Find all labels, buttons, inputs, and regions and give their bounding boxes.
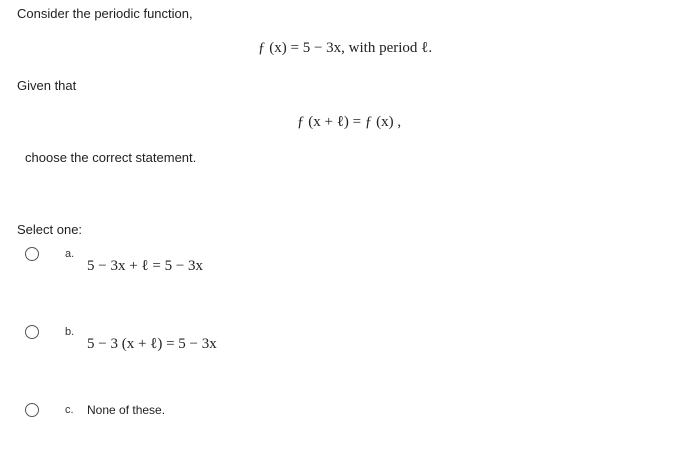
option-a-radio[interactable]	[25, 247, 39, 261]
option-a-letter: a.	[65, 248, 75, 260]
option-c-radio[interactable]	[25, 403, 39, 417]
option-b-letter: b.	[65, 326, 75, 338]
given-equation: ƒ (x + ℓ) = ƒ (x) ,	[297, 114, 402, 130]
option-b-text[interactable]: 5 − 3 (x + ℓ) = 5 − 3x	[87, 336, 217, 352]
function-definition: ƒ (x) = 5 − 3x, with period ℓ.	[258, 40, 433, 56]
given-label: Given that	[17, 78, 77, 93]
instruction-text: choose the correct statement.	[25, 150, 197, 165]
option-c-letter: c.	[65, 404, 74, 416]
option-b-radio[interactable]	[25, 325, 39, 339]
option-a-text[interactable]: 5 − 3x + ℓ = 5 − 3x	[87, 258, 204, 274]
question-intro: Consider the periodic function,	[17, 6, 193, 21]
option-c-text[interactable]: None of these.	[87, 403, 166, 417]
select-one-label: Select one:	[17, 222, 83, 237]
